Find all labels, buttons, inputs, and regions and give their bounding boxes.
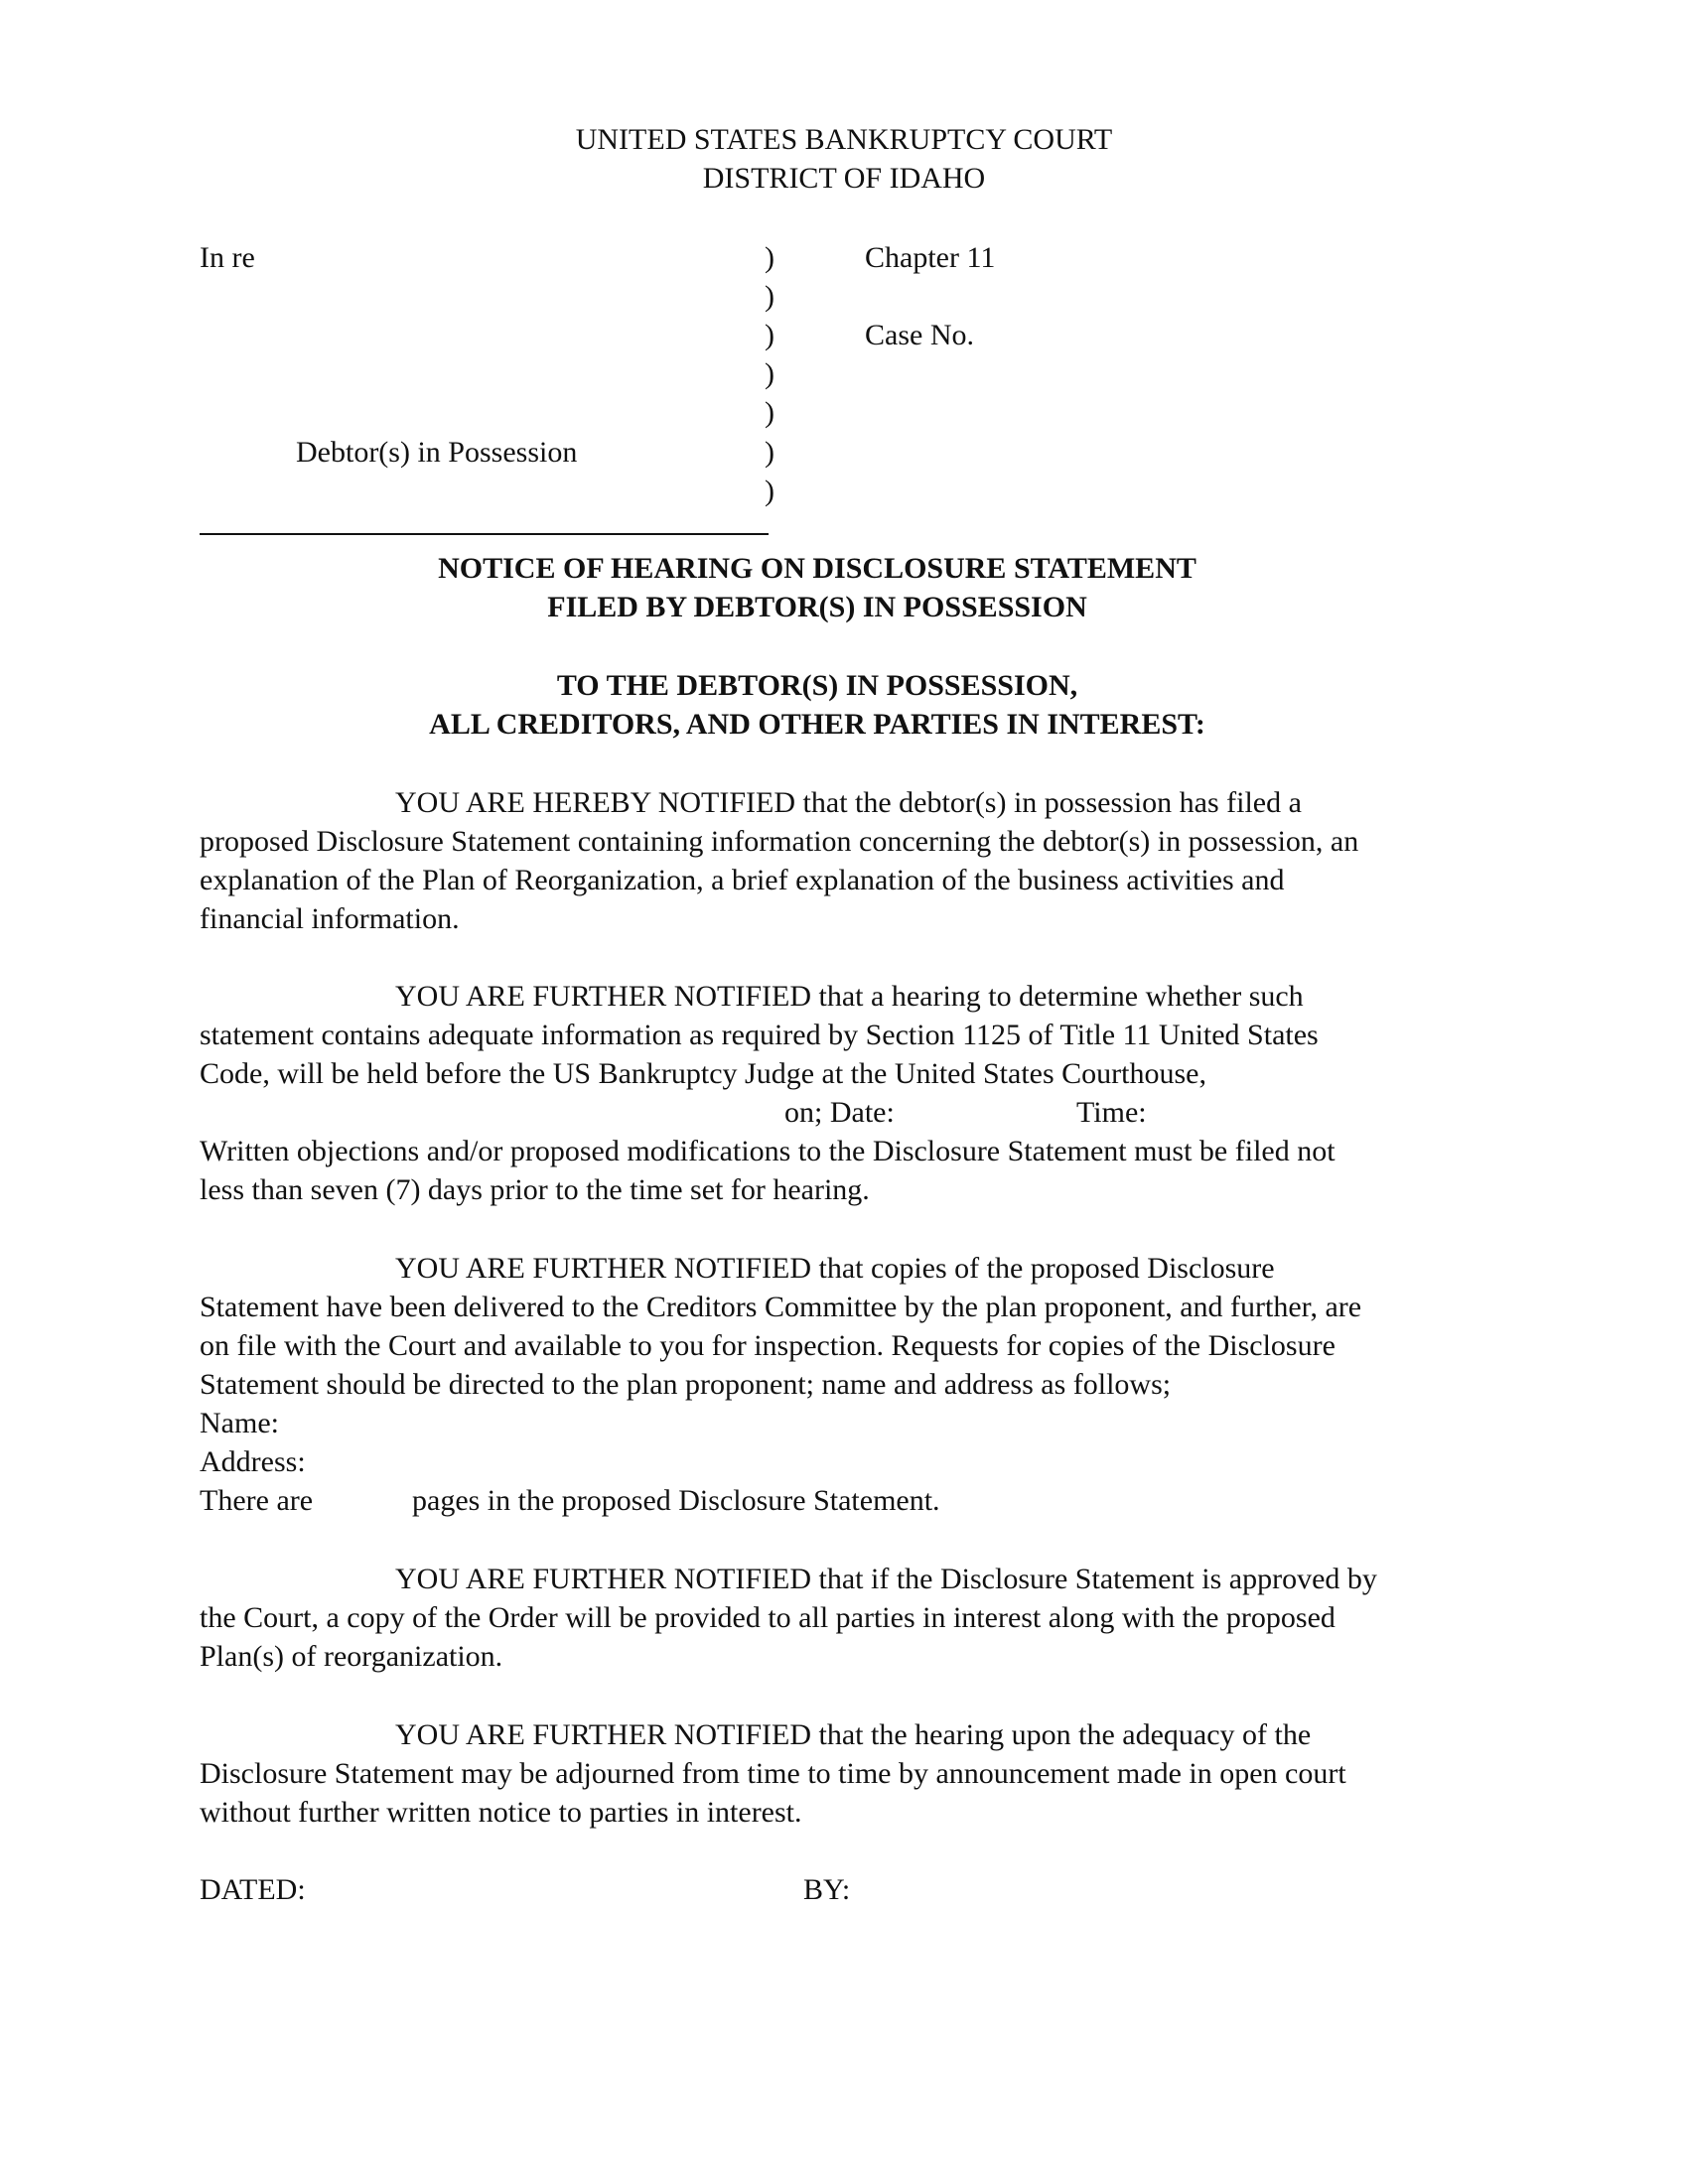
paragraph-line: YOU ARE FURTHER NOTIFIED that copies of the proposed Disclosure [395, 1252, 1275, 1285]
paragraph-hearing [200, 977, 1500, 1093]
paragraph-line: without further written notice to parties in interest. [200, 1796, 802, 1829]
paragraph-line: proposed Disclosure Statement containing information concerning the debtor(s) in possession, an [200, 825, 1359, 858]
paragraph-line: Statement have been delivered to the Creditors Committee by the plan proponent, and further, are [200, 1291, 1362, 1323]
notice-title-line2: FILED BY DEBTOR(S) IN POSSESSION [547, 591, 1087, 623]
proponent-name-label: Name: [200, 1407, 279, 1439]
paragraph-copies [200, 1249, 1500, 1481]
notice-title-line1: NOTICE OF HEARING ON DISCLOSURE STATEMENT [438, 552, 1196, 585]
paragraph-line: the Court, a copy of the Order will be provided to all parties in interest along with the proposed [200, 1601, 1336, 1634]
case-number-label: Case No. [865, 319, 974, 351]
debtor-label: Debtor(s) in Possession [296, 436, 578, 469]
proponent-address-label: Address: [200, 1445, 306, 1478]
paragraph-line: statement contains adequate information as required by Section 1125 of Title 11 United States [200, 1019, 1319, 1051]
in-re-label: In re [200, 241, 255, 274]
dated-label: DATED: [200, 1873, 306, 1906]
caption-paren: ) [765, 396, 774, 429]
caption-rule [200, 533, 769, 535]
page-count-prefix: There are [200, 1484, 314, 1517]
paragraph-line: explanation of the Plan of Reorganization, a brief explanation of the business activities and [200, 864, 1285, 896]
page-count-suffix: pages in the proposed Disclosure Statement. [412, 1484, 940, 1517]
caption-paren: ) [765, 357, 774, 390]
paragraph-objections [200, 1132, 1500, 1209]
paragraph-line: less than seven (7) days prior to the time set for hearing. [200, 1173, 870, 1206]
paragraph-line: YOU ARE FURTHER NOTIFIED that if the Disclosure Statement is approved by [395, 1563, 1377, 1595]
hearing-time-label: Time: [1076, 1096, 1147, 1129]
paragraph-hereby-notified [200, 783, 1500, 938]
paragraph-line: Statement should be directed to the plan proponent; name and address as follows; [200, 1368, 1172, 1401]
paragraph-line: Plan(s) of reorganization. [200, 1640, 503, 1673]
caption-paren: ) [765, 319, 774, 351]
caption-paren: ) [765, 241, 774, 274]
caption-paren: ) [765, 436, 774, 469]
paragraph-line: YOU ARE FURTHER NOTIFIED that the hearing upon the adequacy of the [395, 1718, 1312, 1751]
paragraph-line: Code, will be held before the US Bankruptcy Judge at the United States Courthouse, [200, 1057, 1206, 1090]
paragraph-line: Disclosure Statement may be adjourned from time to time by announcement made in open court [200, 1757, 1346, 1790]
paragraph-adjournment [200, 1715, 1500, 1832]
district-name: DISTRICT OF IDAHO [702, 162, 986, 195]
caption-paren: ) [765, 280, 774, 313]
paragraph-line: on file with the Court and available to you for inspection. Requests for copies of the Disclosure [200, 1329, 1336, 1362]
paragraph-order-copy [200, 1560, 1500, 1676]
addressee-line2: ALL CREDITORS, AND OTHER PARTIES IN INTEREST: [429, 708, 1205, 741]
caption-paren: ) [765, 475, 774, 507]
court-name: UNITED STATES BANKRUPTCY COURT [575, 123, 1113, 156]
chapter-label: Chapter 11 [865, 241, 996, 274]
signature-by-label: BY: [803, 1873, 851, 1906]
hearing-date-label: on; Date: [784, 1096, 895, 1129]
paragraph-line: YOU ARE HEREBY NOTIFIED that the debtor(s) in possession has filed a [395, 786, 1302, 819]
paragraph-line: financial information. [200, 902, 460, 935]
paragraph-line: Written objections and/or proposed modifications to the Disclosure Statement must be filed not [200, 1135, 1336, 1167]
addressee-line1: TO THE DEBTOR(S) IN POSSESSION, [556, 669, 1078, 702]
paragraph-line: YOU ARE FURTHER NOTIFIED that a hearing to determine whether such [395, 980, 1304, 1013]
